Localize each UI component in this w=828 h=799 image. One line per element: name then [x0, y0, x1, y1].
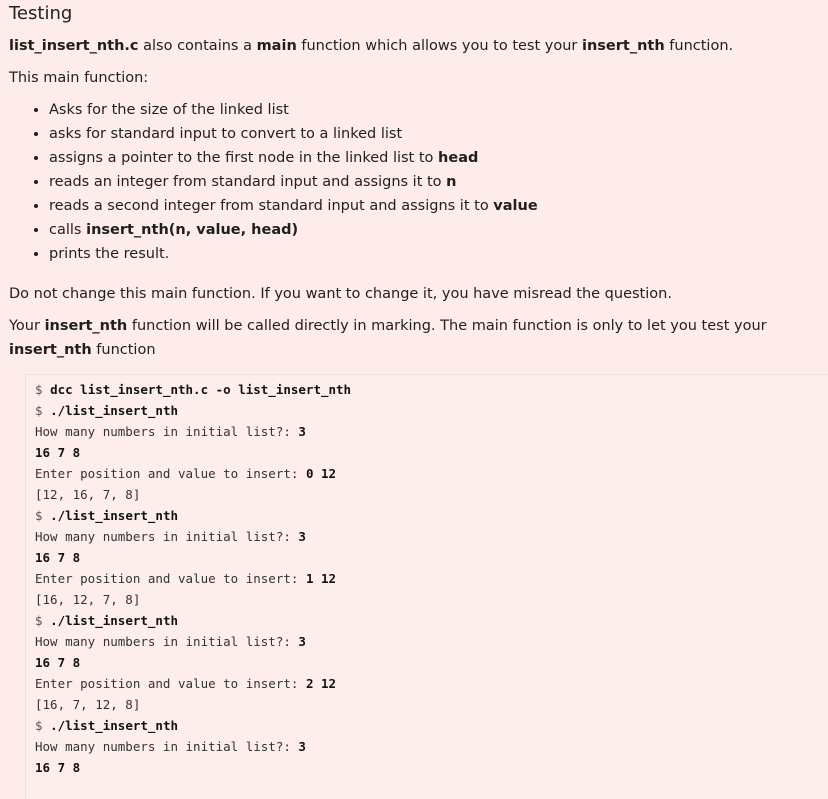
- code-line: How many numbers in initial list?: 3: [35, 634, 306, 649]
- list-item: • assigns a pointer to the first node in the linked list to head: [49, 146, 828, 170]
- main-description: This main function:: [9, 70, 149, 86]
- code-line: [16, 7, 12, 8]: [35, 697, 141, 712]
- list-item: • calls insert_nth(n, value, head): [49, 218, 828, 242]
- file-name: list_insert_nth.c: [9, 38, 139, 54]
- warning-paragraph: Do not change this main function. If you want to change it, you have misread the question.: [9, 286, 672, 302]
- code-line: $ ./list_insert_nth: [35, 508, 178, 523]
- main-keyword: main: [256, 38, 297, 54]
- marking-paragraph: Your insert_nth function will be called directly in marking. The main function is only to let you test your insert_nth function: [9, 318, 767, 358]
- list-item: • Asks for the size of the linked list: [49, 98, 828, 122]
- terminal-example: [25, 374, 828, 799]
- steps-list: [9, 98, 828, 266]
- section-heading: Testing: [9, 3, 73, 24]
- code-line: 16 7 8: [35, 445, 81, 460]
- list-item: • prints the result.: [49, 242, 828, 266]
- function-name: insert_nth: [582, 38, 665, 54]
- intro-paragraph: list_insert_nth.c also contains a main function which allows you to test your insert_nth function.: [9, 38, 734, 54]
- code-line: How many numbers in initial list?: 3: [35, 529, 306, 544]
- code-line: Enter position and value to insert: 2 12: [35, 676, 337, 691]
- code-line: 16 7 8: [35, 655, 81, 670]
- code-line: Enter position and value to insert: 1 12: [35, 571, 337, 586]
- code-line: $ ./list_insert_nth: [35, 718, 178, 733]
- list-item: • reads an integer from standard input and assigns it to n: [49, 170, 828, 194]
- function-name: insert_nth: [9, 342, 92, 358]
- code-line: $ ./list_insert_nth: [35, 403, 178, 418]
- code-line: [12, 16, 7, 8]: [35, 487, 141, 502]
- code-line: 16 7 8: [35, 760, 81, 775]
- function-name: insert_nth: [44, 318, 128, 334]
- code-line: Enter position and value to insert: 0 12: [35, 466, 337, 481]
- list-item: • reads a second integer from standard input and assigns it to value: [49, 194, 828, 218]
- code-line: How many numbers in initial list?: 3: [35, 424, 306, 439]
- list-item: • asks for standard input to convert to a linked list: [49, 122, 828, 146]
- code-line: $ ./list_insert_nth: [35, 613, 178, 628]
- code-line: How many numbers in initial list?: 3: [35, 739, 306, 754]
- code-line: [16, 12, 7, 8]: [35, 592, 141, 607]
- code-line: 16 7 8: [35, 550, 81, 565]
- code-line: $ dcc list_insert_nth.c -o list_insert_nth: [35, 382, 352, 397]
